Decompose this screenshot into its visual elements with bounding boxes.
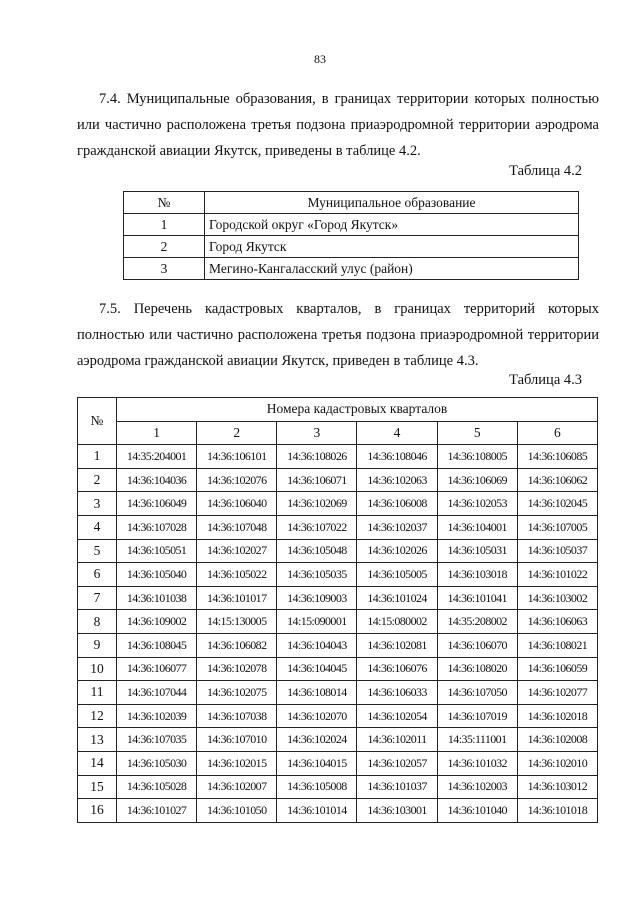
cadastral-quarter-cell: 14:36:102075 [197, 681, 277, 705]
cadastral-quarter-cell: 14:36:102007 [197, 775, 277, 799]
cadastral-quarter-cell: 14:36:105031 [437, 539, 517, 563]
table-row [78, 751, 598, 775]
table-row [78, 681, 598, 705]
cadastral-quarter-cell: 14:36:102063 [357, 468, 437, 492]
table-row [124, 236, 579, 258]
cadastral-quarter-cell: 14:36:101050 [197, 799, 277, 823]
row-number: 14 [78, 751, 117, 775]
cadastral-quarter-cell: 14:36:102077 [517, 681, 597, 705]
table-row [124, 214, 579, 236]
cadastral-quarter-cell: 14:36:103018 [437, 563, 517, 587]
cadastral-quarter-cell: 14:36:102053 [437, 492, 517, 516]
cadastral-quarter-cell: 14:35:208002 [437, 610, 517, 634]
cadastral-quarter-cell: 14:36:102037 [357, 515, 437, 539]
municipality-name: Мегино-Кангаласский улус (район) [205, 258, 579, 280]
column-header-index: 5 [437, 421, 517, 445]
table-row [78, 704, 598, 728]
column-header-index: 4 [357, 421, 437, 445]
row-number: 9 [78, 633, 117, 657]
cadastral-quarter-cell: 14:35:111001 [437, 728, 517, 752]
table-row [78, 445, 598, 469]
column-header-municipality: Муниципальное образование [205, 192, 579, 214]
cadastral-quarter-cell: 14:36:101018 [517, 799, 597, 823]
table-row [78, 515, 598, 539]
row-number: 1 [78, 445, 117, 469]
column-index-row [78, 421, 598, 445]
row-number: 10 [78, 657, 117, 681]
column-header-index: 6 [517, 421, 597, 445]
cadastral-quarter-cell: 14:36:108014 [277, 681, 357, 705]
cadastral-quarter-cell: 14:36:101041 [437, 586, 517, 610]
cadastral-quarter-cell: 14:36:102015 [197, 751, 277, 775]
table-row [78, 633, 598, 657]
cadastral-quarter-cell: 14:36:102003 [437, 775, 517, 799]
table-row [78, 775, 598, 799]
row-number: 7 [78, 586, 117, 610]
cadastral-quarter-cell: 14:36:106063 [517, 610, 597, 634]
cadastral-quarter-cell: 14:36:105048 [277, 539, 357, 563]
table-row [78, 563, 598, 587]
column-header-number: № [124, 192, 205, 214]
cadastral-quarter-cell: 14:36:105005 [357, 563, 437, 587]
column-header-index: 1 [117, 421, 197, 445]
cadastral-quarter-cell: 14:36:105037 [517, 539, 597, 563]
cadastral-quarter-cell: 14:35:204001 [117, 445, 197, 469]
table-row [78, 492, 598, 516]
cadastral-quarter-cell: 14:36:107035 [117, 728, 197, 752]
page-number: 83 [314, 52, 326, 66]
cadastral-quarter-cell: 14:15:130005 [197, 610, 277, 634]
municipalities-table [123, 191, 579, 280]
table-4-2-caption: Таблица 4.2 [509, 163, 582, 179]
cadastral-quarter-cell: 14:36:108005 [437, 445, 517, 469]
row-number: 3 [78, 492, 117, 516]
cadastral-quarter-cell: 14:36:108046 [357, 445, 437, 469]
cadastral-quarter-cell: 14:36:102045 [517, 492, 597, 516]
cadastral-quarter-cell: 14:36:105022 [197, 563, 277, 587]
cadastral-quarter-cell: 14:36:102018 [517, 704, 597, 728]
municipality-name: Городской округ «Город Якутск» [205, 214, 579, 236]
cadastral-quarter-cell: 14:36:101038 [117, 586, 197, 610]
cadastral-quarter-cell: 14:36:105040 [117, 563, 197, 587]
section-7-5-text: 7.5. Перечень кадастровых кварталов, в границах территорий которых полностью или частично расположена третья подзона приаэродромной территории аэродрома гражданской авиации Якутск, приведен в таблице 4.3. [77, 301, 599, 369]
cadastral-quarter-cell: 14:36:102008 [517, 728, 597, 752]
table-row [78, 728, 598, 752]
cadastral-quarter-cell: 14:36:102078 [197, 657, 277, 681]
row-number: 13 [78, 728, 117, 752]
cadastral-quarter-cell: 14:36:106049 [117, 492, 197, 516]
cadastral-quarter-cell: 14:36:103012 [517, 775, 597, 799]
cadastral-quarter-cell: 14:36:107028 [117, 515, 197, 539]
cadastral-quarter-cell: 14:36:106059 [517, 657, 597, 681]
column-header-number: № [78, 398, 117, 445]
cadastral-quarter-cell: 14:36:104036 [117, 468, 197, 492]
column-group-header: Номера кадастровых кварталов [117, 398, 598, 422]
cadastral-quarter-cell: 14:36:107050 [437, 681, 517, 705]
row-number: 2 [124, 236, 205, 258]
cadastral-quarter-cell: 14:36:102039 [117, 704, 197, 728]
cadastral-quarter-cell: 14:36:102076 [197, 468, 277, 492]
cadastral-quarter-cell: 14:36:101032 [437, 751, 517, 775]
cadastral-quarter-cell: 14:36:101022 [517, 563, 597, 587]
table-row [78, 657, 598, 681]
cadastral-quarter-cell: 14:36:109002 [117, 610, 197, 634]
row-number: 1 [124, 214, 205, 236]
cadastral-quarter-cell: 14:36:106077 [117, 657, 197, 681]
column-header-index: 2 [197, 421, 277, 445]
row-number: 6 [78, 563, 117, 587]
cadastral-quarter-cell: 14:36:106070 [437, 633, 517, 657]
cadastral-quarter-cell: 14:36:108026 [277, 445, 357, 469]
row-number: 8 [78, 610, 117, 634]
table-row [78, 586, 598, 610]
cadastral-quarter-cell: 14:36:102026 [357, 539, 437, 563]
table-row [124, 258, 579, 280]
row-number: 16 [78, 799, 117, 823]
table-row [78, 539, 598, 563]
cadastral-quarter-cell: 14:36:106071 [277, 468, 357, 492]
cadastral-quarter-cell: 14:36:101014 [277, 799, 357, 823]
cadastral-quarter-cell: 14:36:102069 [277, 492, 357, 516]
column-header-index: 3 [277, 421, 357, 445]
table-header-row [78, 398, 598, 422]
municipality-name: Город Якутск [205, 236, 579, 258]
table-row [78, 468, 598, 492]
cadastral-quarter-cell: 14:36:106033 [357, 681, 437, 705]
row-number: 12 [78, 704, 117, 728]
row-number: 15 [78, 775, 117, 799]
cadastral-quarter-cell: 14:36:106082 [197, 633, 277, 657]
table-row [78, 610, 598, 634]
row-number: 3 [124, 258, 205, 280]
cadastral-quarter-cell: 14:36:104043 [277, 633, 357, 657]
cadastral-quarter-cell: 14:36:108021 [517, 633, 597, 657]
cadastral-quarter-cell: 14:36:107022 [277, 515, 357, 539]
cadastral-quarters-table [77, 397, 598, 823]
cadastral-quarter-cell: 14:36:102010 [517, 751, 597, 775]
cadastral-quarter-cell: 14:36:103001 [357, 799, 437, 823]
cadastral-quarter-cell: 14:36:106101 [197, 445, 277, 469]
cadastral-quarter-cell: 14:36:102081 [357, 633, 437, 657]
cadastral-quarter-cell: 14:36:107038 [197, 704, 277, 728]
cadastral-quarter-cell: 14:36:106076 [357, 657, 437, 681]
cadastral-quarter-cell: 14:15:090001 [277, 610, 357, 634]
cadastral-quarter-cell: 14:36:104001 [437, 515, 517, 539]
cadastral-quarter-cell: 14:36:107019 [437, 704, 517, 728]
cadastral-quarter-cell: 14:36:107010 [197, 728, 277, 752]
row-number: 5 [78, 539, 117, 563]
row-number: 2 [78, 468, 117, 492]
cadastral-quarter-cell: 14:36:106008 [357, 492, 437, 516]
cadastral-quarter-cell: 14:36:105030 [117, 751, 197, 775]
cadastral-quarter-cell: 14:36:107044 [117, 681, 197, 705]
cadastral-quarter-cell: 14:36:101037 [357, 775, 437, 799]
row-number: 11 [78, 681, 117, 705]
cadastral-quarter-cell: 14:36:107005 [517, 515, 597, 539]
cadastral-quarter-cell: 14:36:102057 [357, 751, 437, 775]
cadastral-quarter-cell: 14:36:107048 [197, 515, 277, 539]
cadastral-quarter-cell: 14:36:105035 [277, 563, 357, 587]
table-row [78, 799, 598, 823]
cadastral-quarter-cell: 14:36:104045 [277, 657, 357, 681]
cadastral-quarter-cell: 14:36:105051 [117, 539, 197, 563]
cadastral-quarter-cell: 14:36:101027 [117, 799, 197, 823]
cadastral-quarter-cell: 14:36:105028 [117, 775, 197, 799]
cadastral-quarter-cell: 14:36:104015 [277, 751, 357, 775]
row-number: 4 [78, 515, 117, 539]
table-4-3-caption: Таблица 4.3 [509, 372, 582, 388]
cadastral-quarter-cell: 14:36:108020 [437, 657, 517, 681]
cadastral-quarter-cell: 14:36:106062 [517, 468, 597, 492]
table-header-row [124, 192, 579, 214]
cadastral-quarter-cell: 14:36:102011 [357, 728, 437, 752]
cadastral-quarter-cell: 14:36:101024 [357, 586, 437, 610]
cadastral-quarter-cell: 14:36:106069 [437, 468, 517, 492]
cadastral-quarter-cell: 14:36:101017 [197, 586, 277, 610]
cadastral-quarter-cell: 14:36:102054 [357, 704, 437, 728]
cadastral-quarter-cell: 14:36:106085 [517, 445, 597, 469]
cadastral-quarter-cell: 14:36:108045 [117, 633, 197, 657]
cadastral-quarter-cell: 14:36:102027 [197, 539, 277, 563]
cadastral-quarter-cell: 14:36:105008 [277, 775, 357, 799]
cadastral-quarter-cell: 14:36:102024 [277, 728, 357, 752]
cadastral-quarter-cell: 14:36:109003 [277, 586, 357, 610]
cadastral-quarter-cell: 14:36:102070 [277, 704, 357, 728]
cadastral-quarter-cell: 14:36:106040 [197, 492, 277, 516]
section-7-4-text: 7.4. Муниципальные образования, в границах территории которых полностью или частично расположена третья подзона приаэродромной территории аэродрома гражданской авиации Якутск, приведены в таблице 4.2. [77, 91, 599, 159]
cadastral-quarter-cell: 14:36:103002 [517, 586, 597, 610]
cadastral-quarter-cell: 14:36:101040 [437, 799, 517, 823]
cadastral-quarter-cell: 14:15:080002 [357, 610, 437, 634]
